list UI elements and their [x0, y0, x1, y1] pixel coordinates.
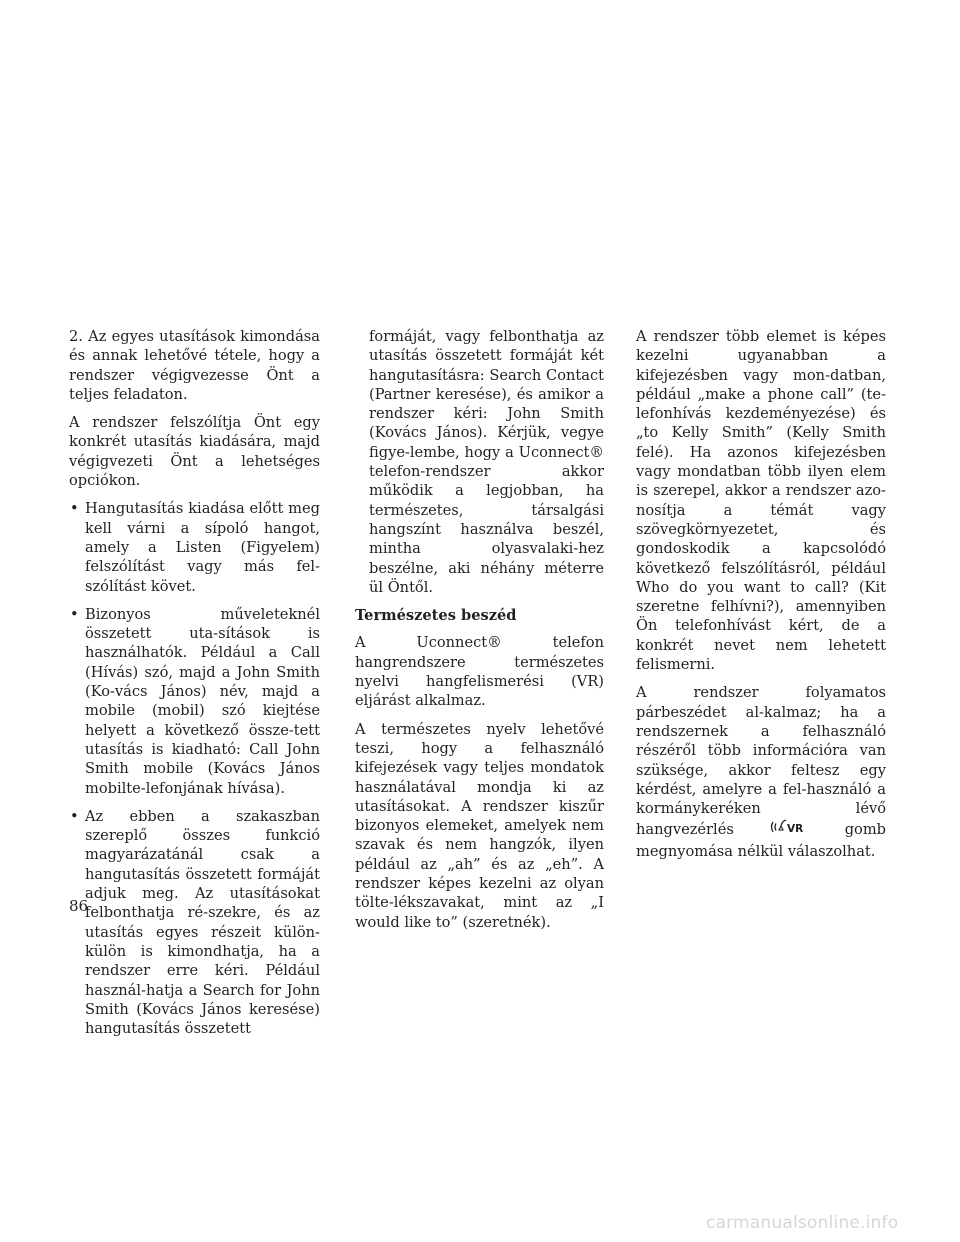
column-middle [355, 327, 604, 941]
watermark: carmanualsonline.info [706, 1213, 899, 1233]
bullet-item-compound [69, 605, 320, 798]
bullet-text: Az ebben a szakaszban szereplő összes funkció magyarázatánál csak a hangutasítás összetett formáját adjuk meg. Az utasításokat felbonthatja ré-szekre, és az utasítás egyes részeit külön-külön is kimondhatja, ha a rendszer erre kéri. Például használ-hatja a Search for John Smith (Kovács János keresése) hangutasítás összetett [85, 807, 320, 1038]
bullet-continuation: formáját, vagy felbonthatja az utasítás összetett formáját két hangutasításra: Search Contact (Partner keresése), és amikor a rendszer kéri: John Smith (Kovács János). Kérjük, vegye figye-lembe, hogy a Uconnect® telefon-rendszer akkor működik a legjobban, ha természetes, társalgási hangszínt használva beszél, mintha olyasvalaki-hez beszélne, aki néhány méterre ül Öntől. [369, 328, 604, 596]
paragraph-prompt-intro: A rendszer felszólítja Önt egy konkrét utasítás kiadására, majd végigvezeti Önt a lehetséges opciókon. [69, 414, 320, 490]
paragraph-multiple-elements: A rendszer több elemet is képes kezelni ugyanabban a kifejezésben vagy mon-datban, például „make a phone call” (te-lefonhívás kezdeményezése) és „to Kelly Smith” (Kelly Smith felé). Ha azonos kifejezésben vagy mondatban több ilyen elem is szerepel, akkor a rendszer azo-nosítja a témát vagy szövegkörnyezetet, és gondoskodik a kapcsolódó következő felszólításról, például Who do you want to call? (Kit szeretne felhívni?), amennyiben Ön telefonhívást kért, de a konkrét nevet nem lehetett felismerni. [636, 328, 886, 674]
bullet-item-beep [69, 499, 320, 595]
bullet-item-section-functions [69, 807, 320, 1039]
bullet-symbol: • [70, 807, 79, 825]
paragraph-dialogue [636, 683, 886, 861]
dialogue-text-before: A rendszer folyamatos párbeszédet al-kalmaz; ha a rendszernek a felhasználó részéről több információra van szüksége, akkor feltesz egy kérdést, amelyre a fel-használó a kormánykeréken lévő hangvezérlés [636, 684, 886, 839]
page-number: 86 [69, 897, 89, 915]
vr-icon-label: VR [787, 823, 804, 836]
dialogue-text-after: gomb megnyomása nélkül válaszolhat. [636, 821, 887, 860]
bullet-text: Bizonyos műveleteknél összetett uta-sítások is használhatók. Például a Call (Hívás) szó, majd a John Smith (Ko-vács János) név, majd a mobile (mobil) szó kiejtése helyett a következő össze-tett utasítás is kiadható: Call John Smith mobile (Kovács János mobilte-lefonjának hívása). [85, 605, 320, 797]
bullet-text: Hangutasítás kiadása előtt meg kell várni a sípoló hangot, amely a Listen (Figyelem) felszólítást vagy más fel-szólítást követ. [85, 500, 320, 595]
paragraph-natural-language-vr: A Uconnect® telefon hangrendszere természetes nyelvi hangfelismerési (VR) eljárást alkalmaz. [355, 634, 604, 710]
column-right [636, 327, 886, 870]
bullet-symbol: • [70, 605, 79, 623]
voice-recognition-icon [769, 818, 809, 841]
column-left [69, 327, 320, 1047]
section-heading: Természetes beszéd [355, 607, 517, 625]
paragraph-natural-language-detail: A természetes nyelv lehetővé teszi, hogy a felhasználó kifejezések vagy teljes mondatok használatával mondja ki az utasításokat. A rendszer kiszűr bizonyos elemeket, amelyek nem szavak és nem hangzók, ilyen például az „ah” és az „eh”. A rendszer képes kezelni az olyan tölte-lékszavakat, mint az „I would like to” (szeretnék). [355, 720, 604, 931]
bullet-symbol: • [70, 500, 79, 518]
paragraph-step-2: 2. Az egyes utasítások kimondása és annak lehetővé tétele, hogy a rendszer végigvezesse Önt a teljes feladaton. [69, 328, 320, 403]
